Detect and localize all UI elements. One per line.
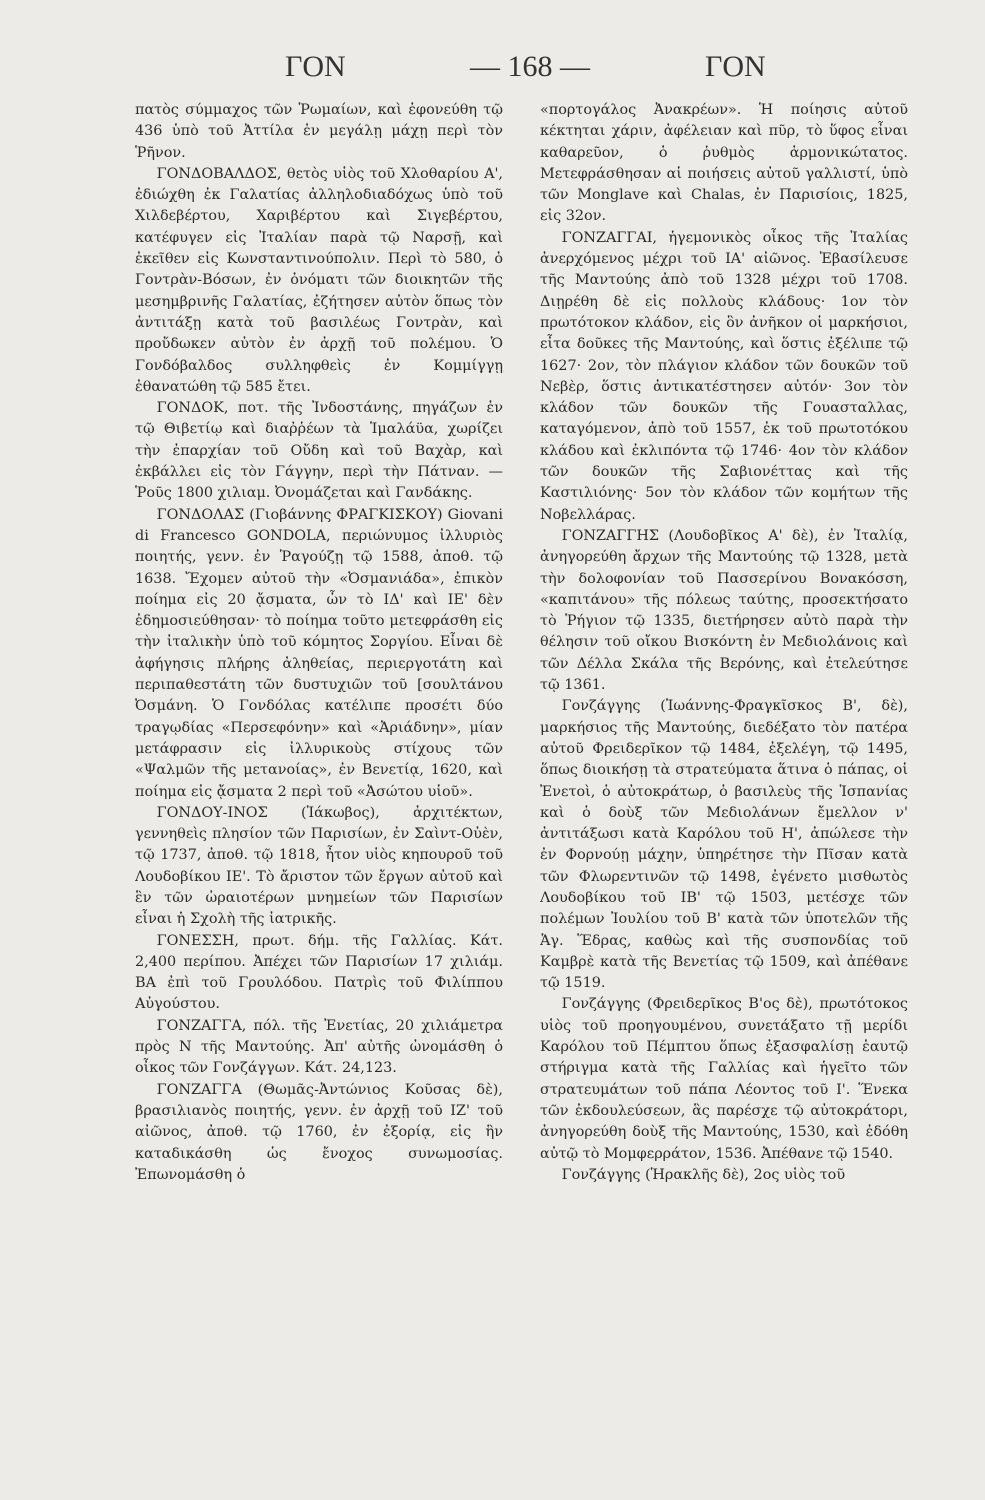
entry-gonzaggis-loudovikos: ΓΟΝΖΑΓΓΗΣ (Λουδοβῖκος Α' δὲ), ἐν Ἰταλίᾳ, ἀνηγορεύθη ἄρχων τῆς Μαντούης τῷ 1328, μετὰ τὴν δολοφονίαν τοῦ Πασσερίνου Βονακόσση, «καπιτάνου» τῆς πόλεως ταύτης, προσεκτήσατο τὸ Ῥήγιον τῷ 1335, διετήρησεν αὐτὸ παρὰ τὴν θέλησιν τοῦ οἴκου Βισκόντη ἐν Μεδιολάνοις καὶ τῶν Δέλλα Σκάλα τῆς Βερόνης, καὶ ἐτελεύτησε τῷ 1361. <box>540 527 908 694</box>
entry-gonzagga-city: ΓΟΝΖΑΓΓΑ, πόλ. τῆς Ἐνετίας, 20 χιλιάμετρα πρὸς Ν τῆς Μαντούης. Ἀπ' αὐτῆς ὠνομάσθη ὁ οἶκος τῶν Γονζάγγων. Κάτ. 24,123. <box>135 1017 503 1077</box>
running-head-left: ΓΟΝ <box>285 50 346 83</box>
entry-gondovaldos: ΓΟΝΔΟΒΑΛΔΟΣ, θετὸς υἱὸς τοῦ Χλοθαρίου Α', ἐδιώχθη ἐκ Γαλατίας ἀλληλοδιαδόχως ὑπὸ τοῦ Χιλδεβέρτου, Χαριβέρτου καὶ Σιγεβέρτου, κατέφυγεν εἰς Ἰταλίαν παρὰ τῷ Ναρσῇ, καὶ ἐκεῖθεν εἰς Κωνσταντινούπολιν. Περὶ τὸ 580, ὁ Γοντρὰν-Βόσων, ἐν ὀνόματι τῶν διοικητῶν τῆς μεσημβρινῆς Γαλατίας, ἐζήτησεν αὐτὸν ὅπως τὸν ἀντιτάξῃ κατὰ τοῦ βασιλέως Γοντρὰν, καὶ προὔδωκεν αὐτὸν ἐν ἀρχῇ τοῦ πολέμου. Ὁ Γονδόβαλδος συλληφθεὶς ἐν Κομμίγγῃ ἐθανατώθη τῷ 585 ἔτει. <box>135 165 503 395</box>
right-column <box>540 100 908 1430</box>
entry-gonessi: ΓΟΝΕΣΣΗ, πρωτ. δήμ. τῆς Γαλλίας. Κάτ. 2,400 περίπου. Ἀπέχει τῶν Παρισίων 17 χιλιάμ. ΒΑ ἐπὶ τοῦ Γρουλόδου. Πατρὶς τοῦ Φιλίππου Αὐγούστου. <box>135 932 503 1013</box>
entry-gonzagga-poet: ΓΟΝΖΑΓΓΑ (Θωμᾶς-Ἀντώνιος Κοῦσας δὲ), βρασιλιανὸς ποιητής, γενν. ἐν ἀρχῇ τοῦ ΙΖ' τοῦ αἰῶνος, ἀποθ. τῷ 1760, ἐν ἐξορίᾳ, εἰς ἣν καταδικάσθη ὡς ἔνοχος συνωμοσίας. Ἐπωνομάσθη ὁ <box>135 1081 503 1183</box>
page-number: — 168 — <box>470 50 590 83</box>
entry-gondouinos: ΓΟΝΔΟΥ-ΙΝΟΣ (Ἰάκωβος), ἀρχιτέκτων, γεννηθεὶς πλησίον τῶν Παρισίων, ἐν Σαὶντ-Οὐὲν, τῷ 1737, ἀποθ. τῷ 1818, ἦτον υἱὸς κηπουροῦ τοῦ Λουδοβίκου ΙΕ'. Τὸ ἄριστον τῶν ἔργων αὐτοῦ καὶ ἓν τῶν ὡραιοτέρων μνημείων τῶν Παρισίων εἶναι ἡ Σχολὴ τῆς ἰατρικῆς. <box>135 804 503 928</box>
entry-gonzaggai: ΓΟΝΖΑΓΓΑΙ, ἡγεμονικὸς οἶκος τῆς Ἰταλίας ἀνερχόμενος μέχρι τοῦ ΙΑ' αἰῶνος. Ἐβασίλευσε τῆς Μαντούης ἀπὸ τοῦ 1328 μέχρι τοῦ 1708. Διῃρέθη δὲ εἰς πολλοὺς κλάδους· 1ον τὸν πρωτότοκον κλάδον, εἰς ὃν ἀνῆκον οἱ μαρκήσιοι, εἶτα δοῦκες τῆς Μαντούης, καὶ ὅστις ἐξέλιπε τῷ 1627· 2ον, τὸν πλάγιον κλάδον τῶν δουκῶν τοῦ Νεβὲρ, ὅστις ἀντικατέστησεν αὐτόν· 3ον τὸν κλάδον τῶν δουκῶν τῆς Γουασταλλας, καταγόμενον, ἀπὸ τοῦ 1557, ἐκ τοῦ πρωτοτόκου κλάδου καὶ ἐκλιπόντα τῷ 1746· 4ον τὸν κλάδον τῶν δουκῶν τῆς Σαβιονέττας καὶ τῆς Καστιλιόνης· 5ον τὸν κλάδον τῶν κομήτων τῆς Νοβελλάρας. <box>540 229 908 523</box>
running-head-right: ΓΟΝ <box>705 50 766 83</box>
entry-gondolas: ΓΟΝΔΟΛΑΣ (Γιοβάννης ΦΡΑΓΚΙΣΚΟΥ) Giovani di Francesco GONDOLA, περιώνυμος ἰλλυριὸς ποιητής, γενν. ἐν Ῥαγούζῃ τῷ 1588, ἀποθ. τῷ 1638. Ἔχομεν αὐτοῦ τὴν «Ὀσμανιάδα», ἐπικὸν ποίημα εἰς 20 ᾄσματα, ὧν τὸ ΙΔ' καὶ ΙΕ' δὲν ἐδημοσιεύθησαν· τὸ ποίημα τοῦτο μετεφράσθη εἰς τὴν ἰταλικὴν ὑπὸ τοῦ κόμητος Σοργίου. Εἶναι δὲ ἀφήγησις πλήρης ἀληθείας, περιεργοτάτη καὶ περιπαθεστάτη τῶν δυστυχιῶν τοῦ [σουλτάνου Ὀσμάνη. Ὁ Γονδόλας κατέλιπε προσέτι δύο τραγῳδίας «Περσεφόνην» καὶ «Ἀριάδνην», μίαν μετάφρασιν εἰς ἰλλυρικοὺς στίχους τῶν «Ψαλμῶν τῆς μετανοίας», ἐν Βενετίᾳ, 1620, καὶ ποίημα εἰς ᾄσματα 2 περὶ τοῦ «Ἀσώτου υἱοῦ». <box>135 506 503 800</box>
entry-continuation-right: «πορτογάλος Ἀνακρέων». Ἡ ποίησις αὐτοῦ κέκτηται χάριν, ἀφέλειαν καὶ πῦρ, τὸ ὕφος εἶναι καθαρεῦον, ὁ ῥυθμὸς ἁρμονικώτατος. Μετεφράσθησαν αἱ ποιήσεις αὐτοῦ γαλλιστί, ὑπὸ τῶν Monglave καὶ Chalas, ἐν Παρισίοις, 1825, εἰς 32ον. <box>540 102 908 225</box>
entry-gonzaggis-ioannis: Γονζάγγης (Ἰωάννης-Φραγκῖσκος Β', δὲ), μαρκήσιος τῆς Μαντούης, διεδέξατο τὸν πατέρα αὐτοῦ Φρειδερῖκον τῷ 1484, ἐξελέγη, τῷ 1495, ὅπως διοικήσῃ τὰ στρατεύματα ἅτινα ὁ πάπας, οἱ Ἐνετοὶ, ὁ αὐτοκράτωρ, ὁ βασιλεὺς τῆς Ἱσπανίας καὶ ὁ δοὺξ τῶν Μεδιολάνων ἔμελλον ν' ἀντιτάξωσι κατὰ Καρόλου τοῦ Η', ἀπώλεσε τὴν ἐν Φορνούῃ μάχην, ὑπηρέτησε τὴν Πῖσαν κατὰ τῶν Φλωρεντινῶν τῷ 1498, ἐγένετο μισθωτὸς Λουδοβίκου τοῦ ΙΒ' τῷ 1503, μετέσχε τῶν πολέμων Ἰουλίου τοῦ Β' κατὰ τῶν ὑποτελῶν τῆς Ἁγ. Ἕδρας, καθὼς καὶ τῆς συσπονδίας τοῦ Καμβρὲ κατὰ τῆς Βενετίας τῷ 1509, καὶ ἀπέθανε τῷ 1519. <box>540 698 908 992</box>
left-column <box>135 100 503 1430</box>
entry-gonzaggis-iraklis: Γονζάγγης (Ἡρακλῆς δὲ), 2ος υἱὸς τοῦ <box>561 1166 846 1183</box>
page-header <box>0 50 985 100</box>
entry-continuation: πατὸς σύμμαχος τῶν Ῥωμαίων, καὶ ἐφονεύθη τῷ 436 ὑπὸ τοῦ Ἀττίλα ἐν μεγάλῃ μάχῃ περὶ τὸν Ῥῆνον. <box>135 102 503 161</box>
entry-gonzaggis-freiderikos: Γονζάγγης (Φρειδερῖκος Β'ος δὲ), πρωτότοκος υἱὸς τοῦ προηγουμένου, συνετάξατο τῇ μερίδι Καρόλου τοῦ Πέμπτου ὅπως ἐξασφαλίσῃ ἑαυτῷ στήριγμα κατὰ τῆς Γαλλίας καὶ ἡγεῖτο τῶν στρατευμάτων τοῦ πάπα Λέοντος τοῦ Ι'. Ἕνεκα τῶν ἐκδουλεύσεων, ἃς παρέσχε τῷ αὐτοκράτορι, ἀνηγορεύθη δοὺξ τῆς Μαντούης, 1530, καὶ ἐδόθη αὐτῷ τὸ Μομφερράτον, 1536. Ἀπέθανε τῷ 1540. <box>540 996 908 1162</box>
entry-gondok: ΓΟΝΔΟΚ, ποτ. τῆς Ἰνδοστάνης, πηγάζων ἐν τῷ Θιβετίῳ καὶ διαῤῥέων τὰ Ἱμαλάϋα, χωρίζει τὴν ἐπαρχίαν τοῦ Οὔδη καὶ τοῦ Βαχὰρ, καὶ ἐκβάλλει εἰς τὸν Γάγγην, περὶ τὴν Πάτναν. — Ῥοῦς 1800 χιλιαμ. Ὀνομάζεται καὶ Γανδάκης. <box>135 400 503 502</box>
